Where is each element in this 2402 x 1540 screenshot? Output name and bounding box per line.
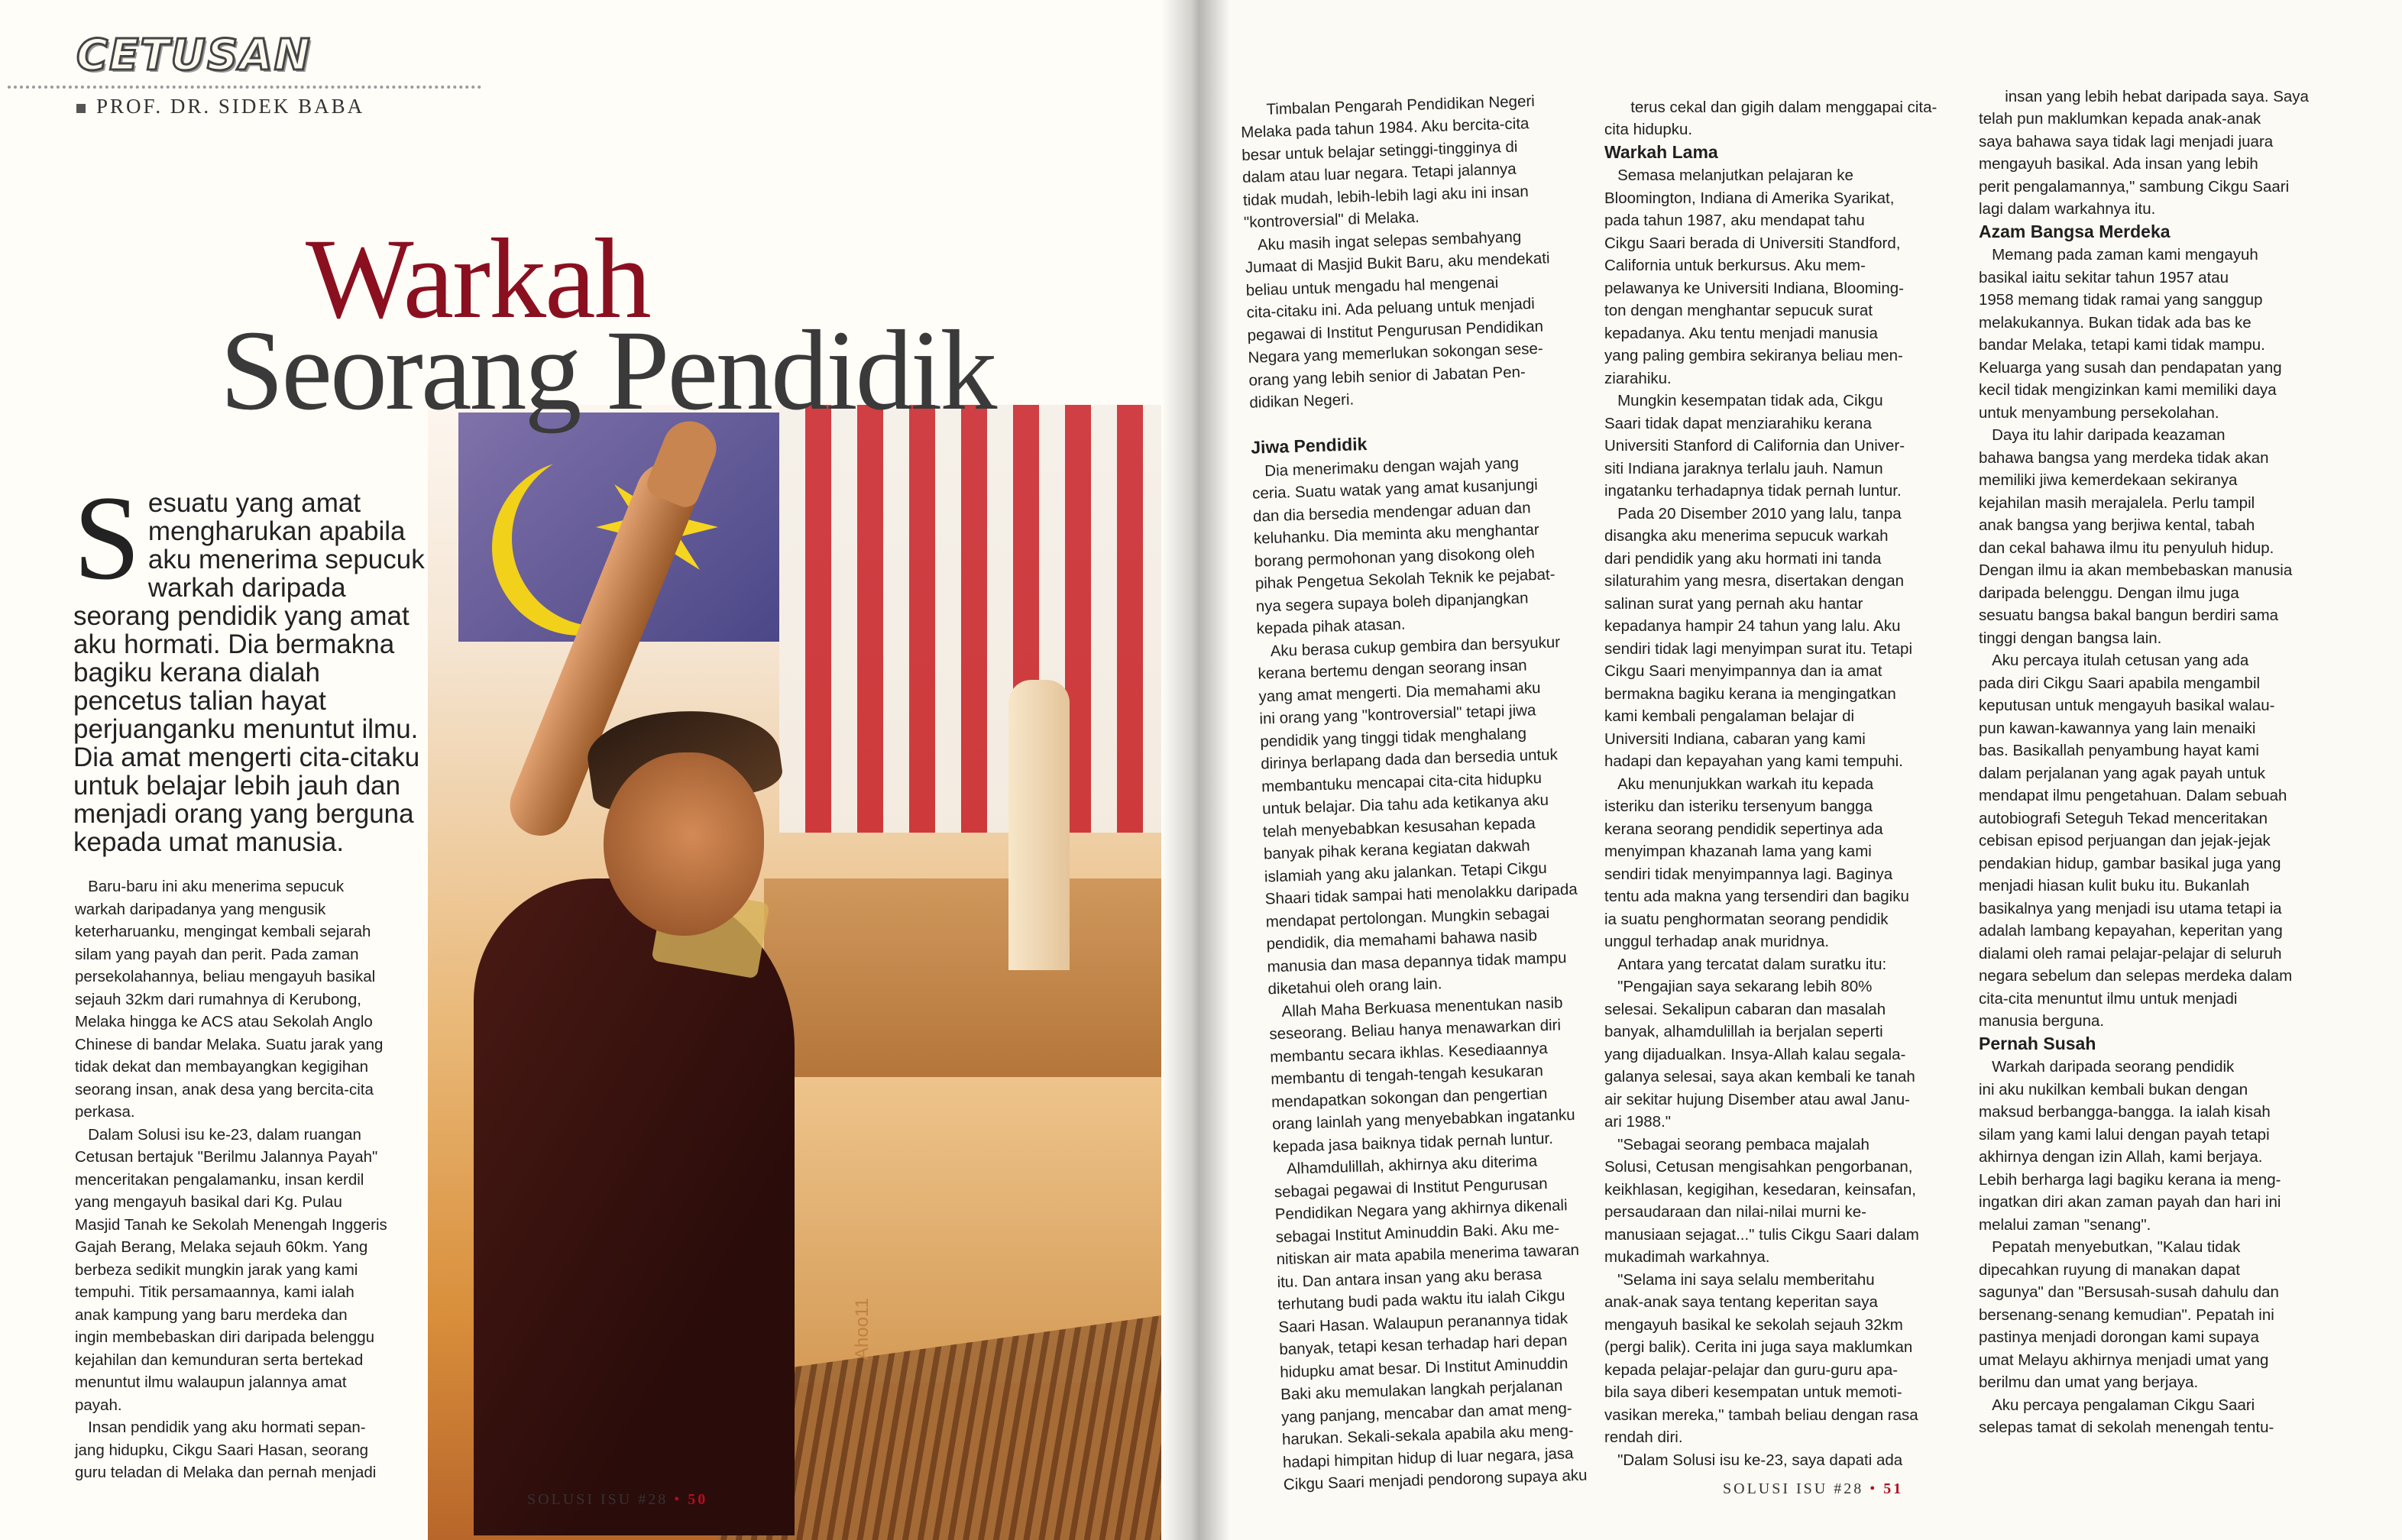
column3c-text: Warkah daripada seorang pendidik ini aku nukilkan kembali bukan dengan maksud berbangga-bangga. Ia ialah kisah silam yang kami lalui dengan payah tetapi akhirnya dengan izin Allah, kami berjaya. Lebih berharga lagi bagiku kerana ia meng- ingatkan diri akan zaman payah dan hari ini melalui zaman "senang". Pepatah menyebutkan, "Kalau tidak dipecahkan ruyung di manakan dapat sagunya" dan "Bersusah-susah dahulu dan bersenang-senang kemudian". Pepatah ini pastinya menjadi dorongan kami supaya umat Melayu akhirnya menjadi umat yang berilmu dan umat yang berjaya. Aku percaya pengalaman Cikgu Saari selepas tamat di sekolah menengah tentu- [1979,1058,2281,1436]
flag-stripes [779,405,1161,833]
square-bullet-icon [76,104,86,113]
page-number: 50 [688,1491,708,1508]
page-folio-left: SOLUSI ISU #28 • 50 [527,1491,708,1508]
figure-head [604,752,764,936]
spine-shadow [1161,0,1230,1540]
article-title-line2: Seorang Pendidik [220,307,995,434]
column1b-text: Dia menerimaku dengan wajah yang ceria. Suatu watak yang amat kusanjungi dan dia bersedia mendengar aduan dan keluhanku. Dia meminta aku menghantar borang permohonan yang disokong oleh pihak Pengetua Sekolah Teknik ke pejabat- nya segera supaya boleh dipanjangkan kepada pihak atasan. Aku berasa cukup gembira dan bersyukur kerana bertemu dengan seorang insan yang amat mengerti. Dia memahami aku ini orang yang "kontroversial" tetapi jiwa pendidik yang tinggi tidak menghalang dirinya berlapang dada dan bersedia untuk membantuku mencapai cita-cita hidupku untuk belajar. Dia tahu ada ketikanya aku telah menyebabkan kesusahan kepada banyak pihak kerana kegiatan dakwah islamiah yang aku jalankan. Tetapi Cikgu Shaari tidak sampai hati menolakku daripada mendapat pertolongan. Mungkin sebagai pendidik, dia memahami bahawa nasib manusia dan masa depannya tidak mampu diketahui oleh orang lain. Allah Maha Berkuasa menentukan nasib seseorang. Beliau hanya menawarkan diri membantu secara ikhlas. Kesediaannya membantu di tengah-tengah kesukaran mendapatkan sokongan dan pengertian orang lainlah yang menyebabkan ingatanku kepada jasa baiknya tidak pernah luntur. Alhamdulillah, akhirnya aku diterima sebagai pegawai di Institut Pengurusan Pendidikan Negara yang akhirnya dikenali sebagai Institut Aminuddin Baki. Aku me- nitiskan air mata apabila menerima tawaran itu. Dan antara insan yang aku berasa terhutang budi pada waktu itu ialah Cikgu Saari Hasan. Walaupun peranannya tidak banyak, tetapi kesan terhadap hari depan hidupku amat besar. Di Institut Aminuddin Baki aku memulakan langkah perjalanan yang panjang, mencabar dan amat meng- harukan. Sekali-sekala apabila aku meng- hadapi himpitan hidup di luar negara, jasa Cikgu Saari menjadi pendorong supaya aku [1251,454,1588,1494]
page-number: 51 [1883,1480,1904,1497]
town-photo [764,878,1161,1108]
article-illustration [428,405,1161,1540]
subheading-warkah-lama: Warkah Lama [1604,141,1718,162]
column3b-text: Memang pada zaman kami mengayuh basikal iaitu sekitar tahun 1957 atau 1958 memang tidak ramai yang sanggup melakukannya. Bukan tidak ada bas ke bandar Melaka, tetapi kami tidak mampu. Keluarga yang susah dan pendapatan yang kecil tidak mengizinkan kami memiliki daya untuk menyambung persekolahan. Daya itu lahir daripada keazaman bahawa bangsa yang merdeka tidak akan memiliki jiwa kemerdekaan sekiranya kejahilan masih merajalela. Perlu tampil anak bangsa yang berjiwa kental, tabah dan cekal bahawa ilmu itu penyuluh hidup. Dengan ilmu ia akan membebaskan manusia daripada belenggu. Dengan ilmu juga sesuatu bangsa bakal bangun berdiri sama tinggi dengan bangsa lain. Aku percaya itulah cetusan yang ada pada diri Cikgu Saari apabila mengambil keputusan untuk mengayuh basikal walau- pun kawan-kawannya yang lain menaiki bas. Basikallah penyambung hayat kami dalam perjalanan yang agak payah untuk mendapat ilmu pengetahuan. Dalam sebuah autobiografi Seteguh Tekad menceritakan cebisan episod perjuangan dan jejak-jejak pendakian hidup, gambar basikal juga yang menjadi hiasan kulit buku itu. Bukanlah basikalnya yang menjadi isu utama tetapi ia adalah lambang kepayahan, keperitan yang dialami oleh ramai pelajar-pelajar di seluruh negara sebelum dan selepas merdeka dalam cita-cita menuntut ilmu untuk menjadi manusia berguna. [1979,246,2293,1030]
body-column-3 [1979,63,2330,1461]
lead-text: esuatu yang amat mengharukan apabila aku menerima sepucuk warkah daripada seorang pendidik yang amat aku hormati. Dia bermakna bagiku kerana dialah pencetus talian hayat perjuanganku menuntut ilmu. Dia amat mengerti cita-citaku untuk belajar lebih jauh dan menjadi orang yang berguna kepada umat manusia. [73,488,425,857]
body-column-left: Baru-baru ini aku menerima sepucuk warkah daripadanya yang mengusik keterharuanku, mengingat kembali sejarah silam yang payah dan perit. Pada zaman persekolahannya, beliau mengayuh basikal sejauh 32km dari rumahnya di Kerubong, Melaka hingga ke ACS atau Sekolah Anglo Chinese di bandar Melaka. Suatu jarak yang tidak dekat dan membayangkan kegigihan seorang insan, anak desa yang bercita-cita perkasa. Dalam Solusi isu ke-23, dalam ruangan Cetusan bertajuk "Berilmu Jalannya Payah" menceritakan pengalamanku, insan kerdil yang mengayuh basikal dari Kg. Pulau Masjid Tanah ke Sekolah Menengah Inggeris Gajah Berang, Melaka sejauh 60km. Yang berbeza sedikit mungkin jarak yang kami tempuhi. Titik persamaannya, kami ialah anak kampung yang baru merdeka dan ingin membebaskan diri daripada belenggu kejahilan dan kemunduran serta bertekad menuntut ilmu walaupun jalannya amat payah. Insan pendidik yang aku hormati sepan- jang hidupku, Cikgu Saari Hasan, seorang guru teladan di Melaka dan pernah menjadi [75,878,387,1481]
column1-text: Timbalan Pengarah Pendidikan Negeri Melaka pada tahun 1984. Aku bercita-cita besar untuk belajar setinggi-tingginya di dalam atau luar negara. Tetapi jalannya tidak mudah, lebih-lebih lagi aku ini insan "kontroversial" di Melaka. Aku masih ingat selepas sembahyang Jumaat di Masjid Bukit Baru, aku mendekati beliau untuk mengadu hal mengenai cita-citaku ini. Ada peluang untuk menjadi pegawai di Institut Pengurusan Pendidikan Negara yang memerlukan sokongan sese- orang yang lebih senior di Jabatan Pen- didikan Negeri. [1240,92,1550,435]
author-name: PROF. DR. SIDEK BABA [96,95,365,118]
body-column-2 [1604,73,1960,1494]
left-page [0,0,1192,1540]
column2b-text: Semasa melanjutkan pelajaran ke Bloomington, Indiana di Amerika Syarikat, pada tahun 1987, aku mendapat tahu Cikgu Saari berada di Universiti Standford, California untuk berkursus. Aku mem- pelawanya ke Universiti Indiana, Blooming- ton dengan menghantar sepucuk surat kepadanya. Aku tentu menjadi manusia yang paling gembira sekiranya beliau men- ziarahiku. Mungkin kesempatan tidak ada, Cikgu Saari tidak dapat menziarahiku kerana Universiti Stanford di California dan Univer- siti Indiana jaraknya terlalu jauh. Namun ingatanku terhadapnya tidak pernah luntur. Pada 20 Disember 2010 yang lalu, tanpa disangka aku menerima sepucuk warkah dari pendidik yang aku hormati ini tanda silaturahim yang mesra, disertakan dengan salinan surat yang pernah aku hantar kepadanya hampir 24 tahun yang lalu. Aku sendiri tidak lagi menyimpan surat itu. Tetapi Cikgu Saari menyimpannya dan ia amat bermakna bagiku kerana ia mengingatkan kami kembali pengalaman belajar di Universiti Indiana, cabaran yang kami hadapi dan kepayahan yang kami tempuhi. Aku menunjukkan warkah itu kepada isteriku dan isteriku tersenyum bangga kerana seorang pendidik sepertinya ada menyimpan khazanah lama yang kami sendiri tidak menyimpannya lagi. Baginya tentu ada makna yang tersendiri dan bagiku ia suatu penghormatan seorang pendidik unggul terhadap anak muridnya. Antara yang tercatat dalam suratku itu: "Pengajian saya sekarang lebih 80% selesai. Sekalipun cabaran dan masalah banyak, alhamdulillah ia berjalan seperti yang dijadualkan. Insya-Allah kalau segala- galanya selesai, saya akan kembali ke tanah air sekitar hujung Disember atau awal Janu- ari 1988." "Sebagai seorang pembaca majalah Solusi, Cetusan mengisahkan pengorbanan, keikhlasan, kegigihan, kesedaran, keinsafan, persaudaraan dan nilai-nilai murni ke- manusiaan sejagat..." tulis Cikgu Saari dalam mukadimah warkahnya. "Selama ini saya selalu memberitahu anak-anak saya tentang keperitan saya mengayuh basikal ke sekolah sejauh 32km (pergi balik). Cerita ini juga saya maklumkan kepada pelajar-pelajar dan guru-guru apa- bila saya diberi kesempatan untuk memoti- vasikan mereka," tambah beliau dengan rasa rendah diri. "Dalam Solusi isu ke-23, saya dapati ada [1604,167,1919,1469]
article-title-line1: Warkah [306,215,650,342]
folio-label: SOLUSI ISU #28 [1723,1480,1864,1497]
author-byline [76,95,364,118]
subheading-azam-bangsa-merdeka: Azam Bangsa Merdeka [1979,221,2171,241]
section-logo: CETUSAN [76,31,312,80]
page-folio-right: SOLUSI ISU #28 • 51 [1723,1480,1904,1497]
folio-label: SOLUSI ISU #28 [527,1491,668,1508]
column2a-text: terus cekal dan gigih dalam menggapai cita- cita hidupku. [1604,98,1937,138]
body-column-1 [1239,66,1619,1519]
clock-tower [1008,680,1070,970]
subheading-jiwa-pendidik: Jiwa Pendidik [1250,433,1368,458]
drop-cap: S [73,471,141,605]
column3a-text: insan yang lebih hebat daripada saya. Saya telah pun maklumkan kepada anak-anak saya bahawa saya tidak lagi menjadi juara mengayuh basikal. Ada insan yang lebih perit pengalamannya," sambung Cikgu Saari lagi dalam warkahnya itu. [1979,87,2309,218]
dotted-divider [8,86,481,89]
image-watermark: Ahoo11 [852,1298,872,1360]
right-page [1192,0,2402,1540]
lead-paragraph [73,471,432,857]
subheading-pernah-susah: Pernah Susah [1979,1033,2096,1053]
